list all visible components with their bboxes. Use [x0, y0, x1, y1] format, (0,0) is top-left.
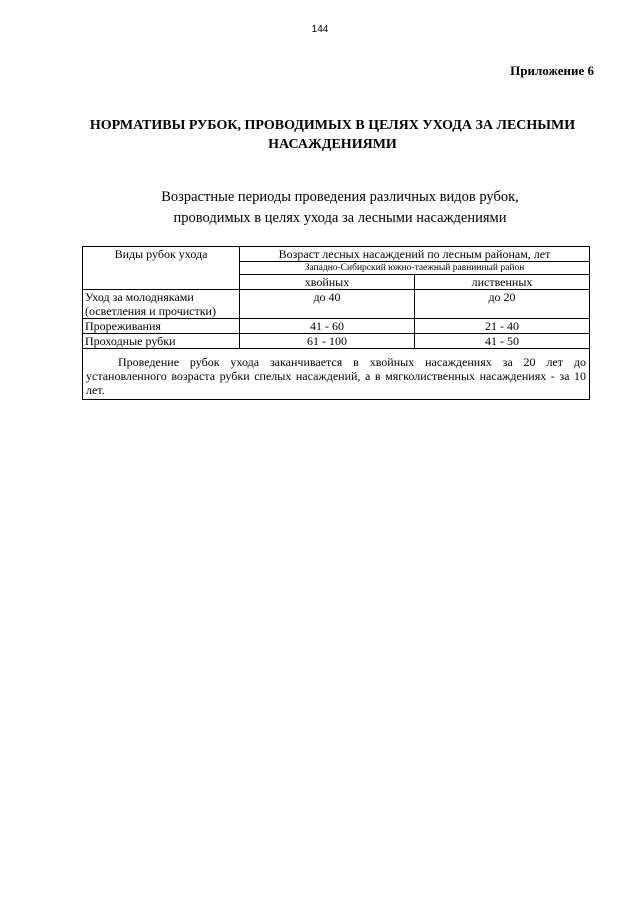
subtitle-line-2: проводимых в целях ухода за лесными насаждениями — [173, 210, 507, 226]
row-conifer-age: 61 - 100 — [240, 334, 415, 349]
table-note-text: Проведение рубок ухода заканчивается в хвойных насаждениях за 20 лет до установленного возраста рубки спелых насаждений, а в мягколиственных насаждениях - за 10 лет. — [86, 355, 586, 397]
table-subtitle — [60, 187, 620, 229]
header-stand-age: Возраст лесных насаждений по лесным районам, лет — [240, 247, 590, 262]
header-deciduous: лиственных — [415, 275, 590, 290]
row-type: Прореживания — [83, 319, 240, 334]
row-type: Проходные рубки — [83, 334, 240, 349]
norms-table — [82, 246, 590, 400]
row-deciduous-age: 21 - 40 — [415, 319, 590, 334]
header-region: Западно-Сибирский южно-таежный равнинный район — [240, 262, 590, 275]
appendix-label: Приложение 6 — [510, 63, 594, 78]
row-deciduous-age: 41 - 50 — [415, 334, 590, 349]
header-cutting-type: Виды рубок ухода — [83, 247, 240, 290]
table-row — [83, 319, 590, 334]
subtitle-line-1: Возрастные периоды проведения различных видов рубок, — [161, 189, 519, 205]
table-row — [83, 290, 590, 319]
table-row — [83, 334, 590, 349]
row-type: Уход за молодняками (осветления и прочистки) — [83, 290, 240, 319]
row-deciduous-age: до 20 — [415, 290, 590, 319]
header-row — [83, 247, 590, 262]
page-number: 144 — [311, 24, 329, 35]
row-conifer-age: 41 - 60 — [240, 319, 415, 334]
document-title: НОРМАТИВЫ РУБОК, ПРОВОДИМЫХ В ЦЕЛЯХ УХОДА ЗА ЛЕСНЫМИ НАСАЖДЕНИЯМИ — [89, 118, 576, 152]
header-conifer: хвойных — [240, 275, 415, 290]
note-row — [83, 349, 590, 400]
table-note — [83, 349, 590, 400]
norms-table-container — [82, 246, 590, 400]
row-conifer-age: до 40 — [240, 290, 415, 319]
